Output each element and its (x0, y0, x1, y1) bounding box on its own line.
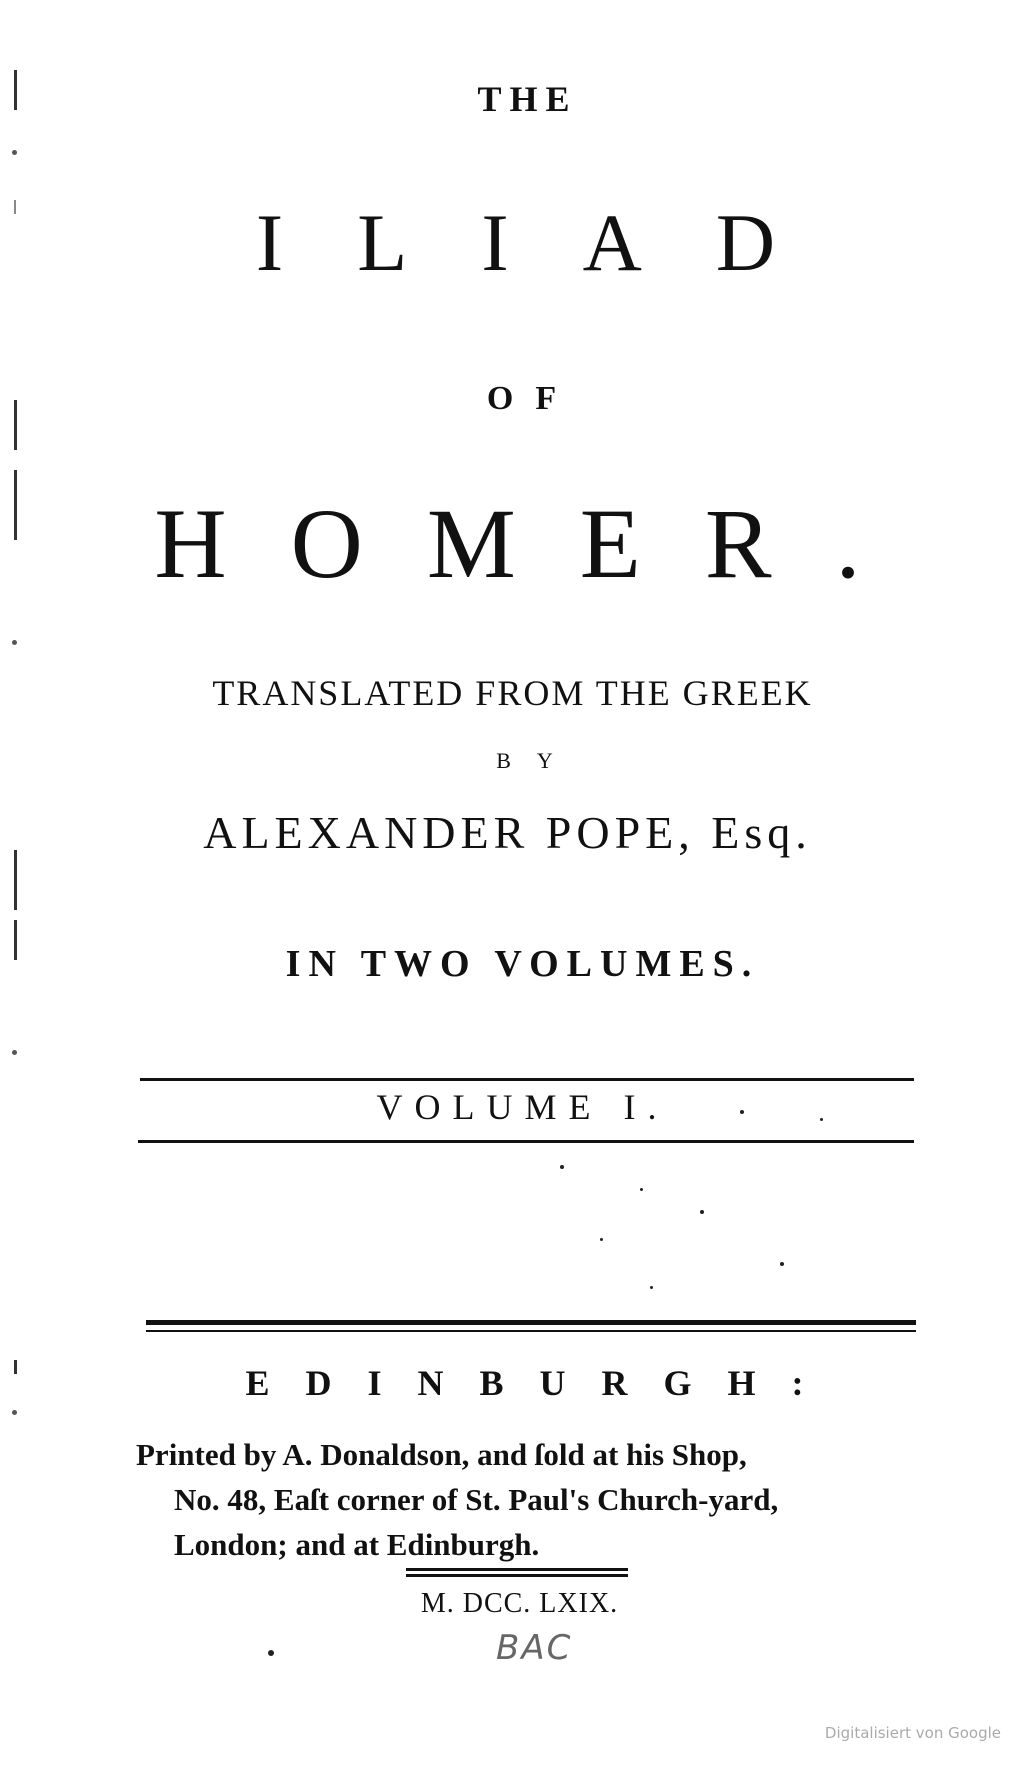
scan-speck (650, 1286, 653, 1289)
imprint-line: No. 48, Eaſt corner of St. Paul's Church-yard, (174, 1482, 779, 1517)
gutter-mark (14, 850, 17, 910)
title-of: OF (486, 380, 579, 417)
volume-label: VOLUME I. (376, 1087, 669, 1127)
by-line: BY (496, 748, 579, 773)
handwritten-note: BAC (496, 1628, 573, 1668)
scan-speck (820, 1118, 823, 1121)
gutter-mark (12, 1410, 17, 1415)
double-rule-thick (146, 1320, 916, 1325)
rule-above-volume (140, 1078, 914, 1081)
ornament-rule (406, 1574, 628, 1577)
imprint-block (136, 1432, 916, 1567)
gutter-mark (12, 1050, 17, 1055)
title-the: THE (477, 79, 578, 119)
scan-speck (780, 1262, 784, 1266)
scan-speck (560, 1165, 564, 1169)
title-iliad: ILIAD (255, 197, 850, 288)
volumes-count: IN TWO VOLUMES. (285, 943, 760, 985)
translated-from-line: TRANSLATED FROM THE GREEK (212, 673, 813, 713)
ornament-rule (406, 1568, 628, 1571)
author-name: ALEXANDER POPE, Esq. (203, 807, 812, 858)
gutter-mark (12, 640, 17, 645)
digitization-watermark: Digitalisiert von Google (824, 1724, 1001, 1742)
scan-speck (640, 1188, 643, 1191)
imprint-city: EDINBURGH: (245, 1363, 840, 1403)
scan-speck (700, 1210, 704, 1214)
imprint-line: London; and at Edinburgh. (174, 1527, 540, 1562)
publication-year: M. DCC. LXIX. (420, 1588, 619, 1619)
double-rule-thin (146, 1330, 916, 1332)
scan-speck (268, 1650, 274, 1656)
imprint-line: Printed by A. Donaldson, and ſold at his Shop, (136, 1437, 747, 1472)
scan-speck (740, 1110, 744, 1114)
title-homer: HOMER. (154, 488, 925, 599)
rule-below-volume (138, 1140, 914, 1143)
scan-speck (600, 1238, 603, 1241)
gutter-mark (12, 150, 17, 155)
